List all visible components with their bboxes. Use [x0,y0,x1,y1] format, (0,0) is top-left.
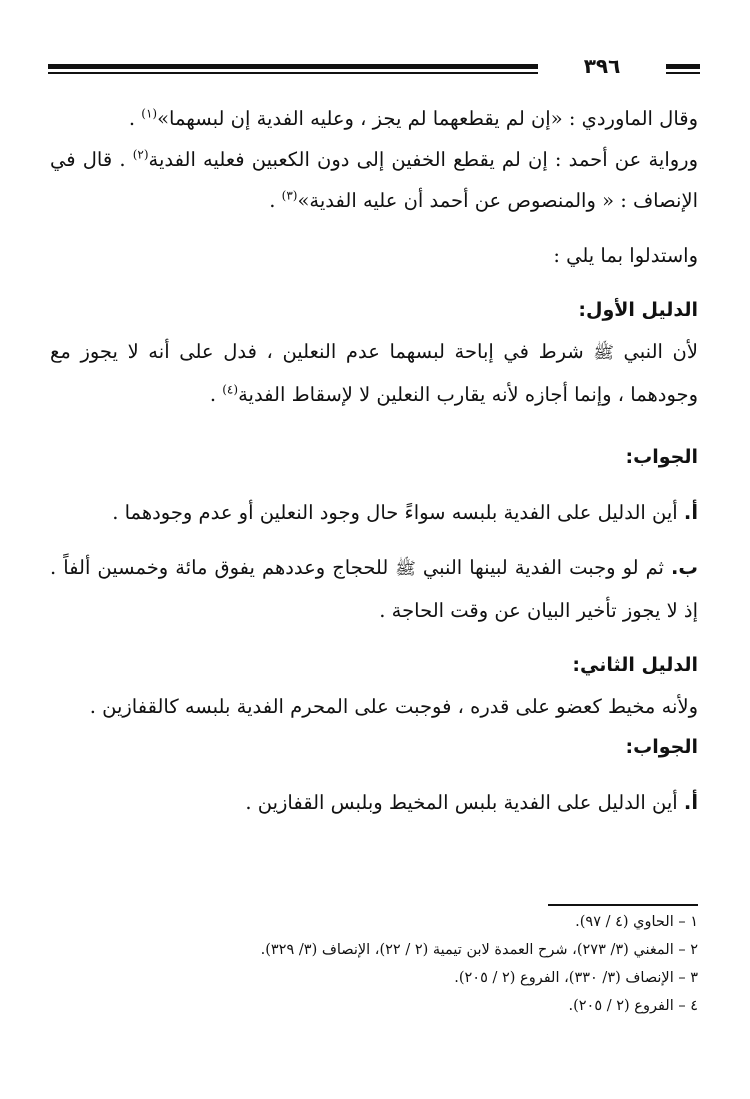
footnote-item: ١ – الحاوي (٤ / ٩٧). [575,914,698,930]
footnote-item: ٢ – المغني (٣/ ٢٧٣)، شرح العمدة لابن تيمية (٢ / ٢٢)، الإنصاف (٣/ ٣٢٩). [260,942,698,958]
paragraph-mawardi: وقال الماوردي : «إن لم يقطعهما لم يجز ، وعليه الفدية إن لبسهما»$^{(١)}$ . [128,106,698,130]
footnote-item: ٤ – الفروع (٢ / ٢٠٥). [568,998,698,1014]
paragraph-evidence-intro: واستدلوا بما يلي : [553,244,698,267]
page-header [48,56,700,82]
paragraph-first-evidence: لأن النبي ﷺ شرط في إباحة لبسهما عدم النعلين ، فدل على أنه لا يجوز مع وجودهما ، وإنما أجازه لأنه يقارب النعلين لا لإسقاط الفدية$^{(٤)}$ . [50,340,698,406]
footnote-ref-4[interactable]: (٤) [222,382,239,397]
page-number: ٣٩٦ [583,54,621,78]
header-rule-right [666,64,700,69]
footnote-ref-2[interactable]: (٢) [132,147,149,162]
footnote-ref-1[interactable]: (١) [141,106,158,121]
salla-glyph: ﷺ [395,559,416,579]
heading-second-evidence: الدليل الثاني: [572,654,698,676]
footnote-item: ٣ – الإنصاف (٣/ ٣٣٠)، الفروع (٢ / ٢٠٥). [454,970,698,986]
header-rule-thick [48,64,538,69]
heading-first-evidence: الدليل الأول: [578,299,698,321]
header-rule-thin [48,72,538,74]
salla-glyph: ﷺ [593,343,614,363]
footnotes [50,908,698,1020]
footnote-divider [548,904,698,906]
paragraph-second-evidence: ولأنه مخيط كعضو على قدره ، فوجبت على المحرم الفدية بلبسه كالقفازين . [89,695,698,718]
answer-point-a-2: أ. أين الدليل على الفدية بلبس المخيط وبلبس القفازين . [245,791,698,814]
answer-point-a: أ. أين الدليل على الفدية بلبسه سواءً حال وجود النعلين أو عدم وجودهما . [112,501,698,524]
header-rule-right-thin [666,72,700,74]
answer-point-b: ب. ثم لو وجبت الفدية لبينها النبي ﷺ للحجاج وعددهم يفوق مائة وخمسين ألفاً . إذ لا يجوز تأخير البيان عن وقت الحاجة . [50,556,698,622]
footnote-ref-3[interactable]: (٣) [281,188,298,203]
heading-answer-1: الجواب: [625,446,698,468]
heading-answer-2: الجواب: [625,736,698,758]
page-body [50,98,698,823]
paragraph-ahmad: ورواية عن أحمد : إن لم يقطع الخفين إلى دون الكعبين فعليه الفدية$^{(٢)}$ . قال في الإنصاف : « والمنصوص عن أحمد أن عليه الفدية»$^{(٣)}$ . [50,147,698,212]
